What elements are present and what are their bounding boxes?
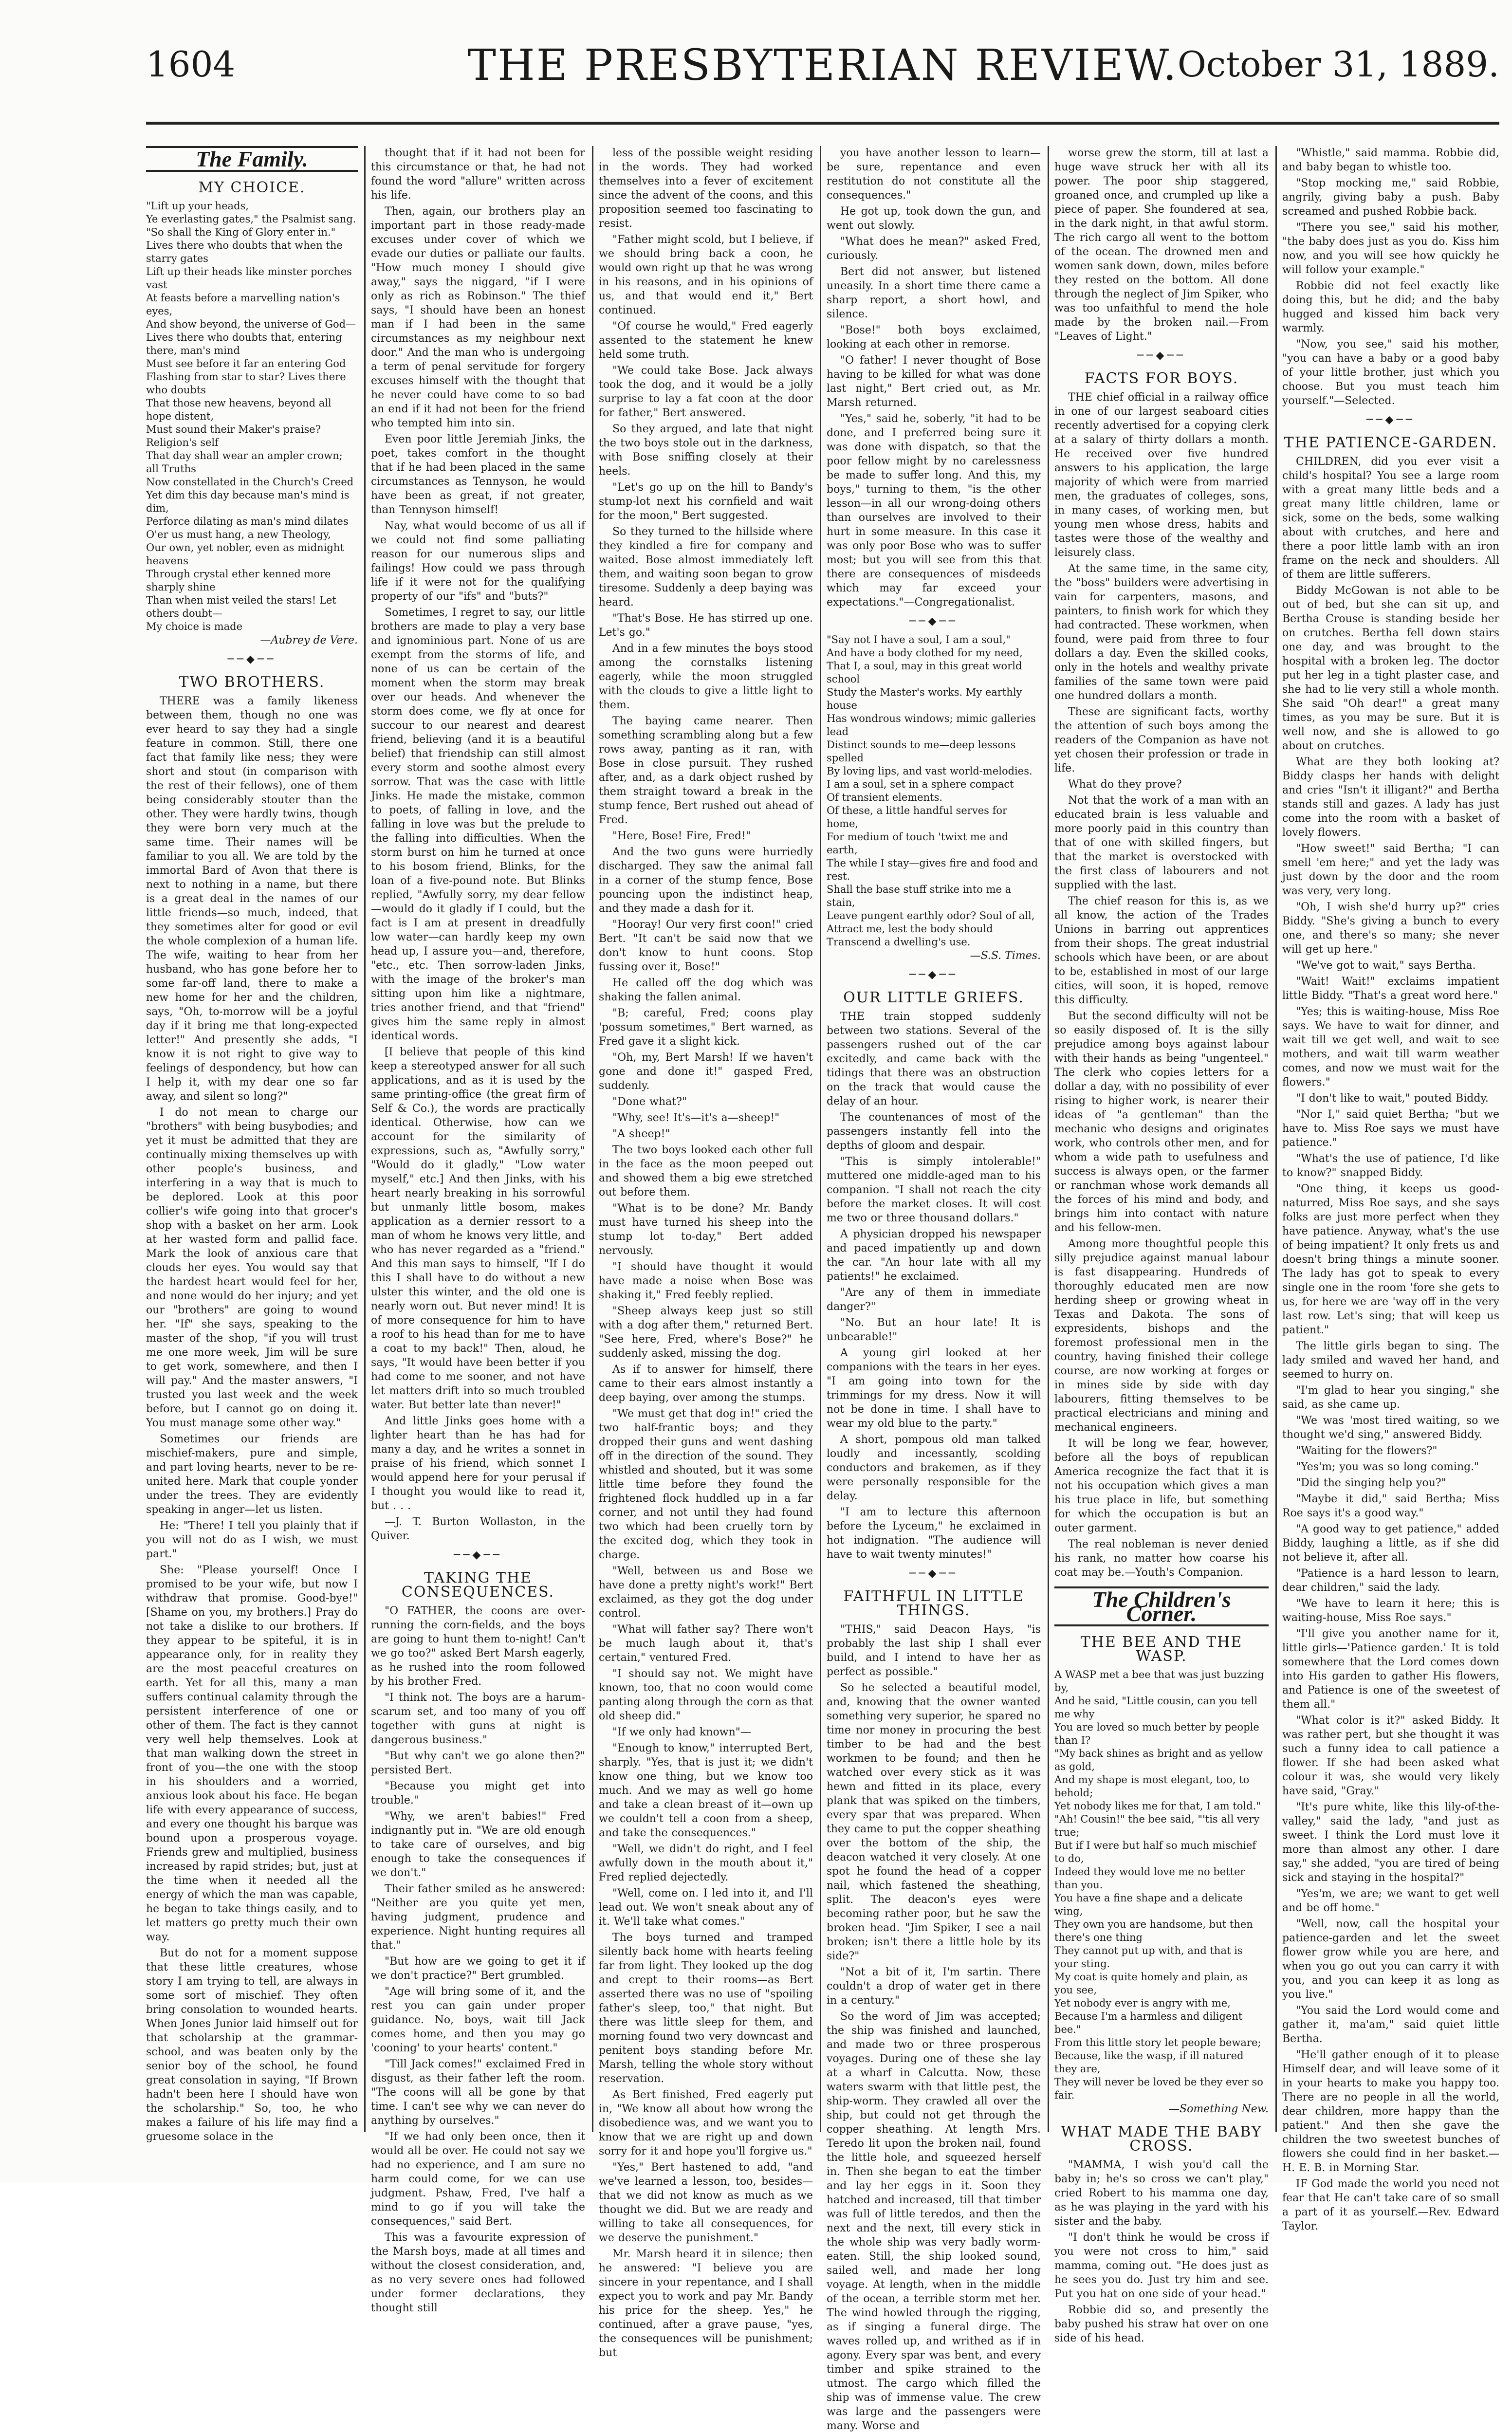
poem-line: Lives there who doubts that when the starry gates [146, 240, 343, 264]
column-divider [364, 146, 366, 2132]
paragraph: "Nor I," said quiet Bertha; "but we have to. Miss Roe says we must have patience." [1282, 1108, 1499, 1149]
paragraph: "O father! I never thought of Bose having to be killed for what was done last night," Bert cried out, as Mr. Marsh returned. [827, 354, 1041, 409]
paragraph: Even poor little Jeremiah Jinks, the poet, takes comfort in the thought that if he had been placed in the same circumstances as Tennyson, he would have been as great, if not greater, than Tennyson himself! [371, 433, 585, 516]
article-title: THE PATIENCE-GARDEN. [1284, 434, 1498, 451]
paragraph: "I don't think he would be cross if you were not cross to him," said mamma, coming out. "He does just as he sees you do. Just try him and see. Put you hat on one side of your head." [1054, 2231, 1269, 2300]
poem-line: And he said, "Little cousin, can you tell me why [1054, 1695, 1258, 1720]
paragraph: "Why, we aren't babies!" Fred indignantly put in. "We are old enough to take care of ourselves, and big enough to take the consequences if we don't." [371, 1810, 585, 1879]
poem-title: MY CHOICE. [198, 179, 306, 196]
article-body-continued [1054, 146, 1269, 344]
paragraph: "MAMMA, I wish you'd call the baby in; he's so cross we can't play," cried Robert to his mamma one day, as he was playing in the yard with his sister and the baby. [1054, 2159, 1269, 2228]
paragraph: CHILDREN, did you ever visit a child's hospital? You see a large room with a great many little beds and a great many little children, lame or sick, some on the beds, some walking about with crutches, and here and there a poor little lamb with an iron frame on the neck and shoulders. All of them are little sufferers. [1282, 456, 1499, 581]
paragraph: "Not a bit of it, I'm sartin. There couldn't a drop of water get in there in a century." [827, 1966, 1041, 2007]
paragraph: "What does he mean?" asked Fred, curiously. [827, 236, 1041, 262]
columns-area [146, 146, 1499, 2432]
paragraph: "We've got to wait," says Bertha. [1296, 959, 1476, 972]
paragraph: [I believe that people of this kind keep a stereotyped answer for all such applications, and as it is used by the same printing-office (the great firm of Self & Co.), the words are practically identical. Otherwise, how can we account for the similarity of expressions, such as, "Awfully sorry," "Would do it gladly," "Low water myself," etc.] And then Jinks, with his heart nearly breaking in his sorrowful but unmanly little bosom, makes application as a dernier ressort to a man of whom he knows very little, and who has never regarded as a "friend." And this man says to himself, "If I do this I shall have to do without a new ulster this winter, and the old one is nearly worn out. But never mind! It is of more consequence for him to have a roof to his head than for me to have a coat to my back!" Then, aloud, he says, "It would have been better if you had come to me sooner, and not have let matters drift into so much troubled water. But better late than never!" [371, 1046, 585, 1411]
poem-title: THE BEE AND THE WASP. [1080, 1634, 1243, 1665]
paragraph: So he selected a beautiful model, and, knowing that the owner wanted something very superior, he spared no time nor money in procuring the best timber to be had and the best workmen to be found; and then he watched over every stick as it was hewn and fitted in its place, every plank that was spiked on the timbers, every spar that was prepared. When they came to put the copper sheathing over the bottom of the ship, the deacon watched it very closely. At one spot he found the head of a copper nail, which fastened the sheathing, split. The deacon's eyes were becoming rather poor, but he saw the broken head. "Jim Spiker, I see a nail broken; isn't there a little hole by its side?" [827, 1682, 1041, 1962]
page-number: 1604 [146, 44, 236, 85]
poem-line: That those new heavens, beyond all hope distent, [146, 397, 332, 422]
article-body [1282, 455, 1499, 2233]
paragraph: "I don't like to wait," pouted Biddy. [1296, 1092, 1489, 1105]
paragraph: She: "Please yourself! Once I promised to be your wife, but now I withdraw that promise. Good-bye!" [Shame on you, my brothers.] Pray do not take a dislike to our brothers. If they appear to be spiteful, it is in appearance only, for in reality they are the most peaceful creatures on earth. Yet for all this, many a man suffers continual calamity through the persistent interference of one or other of them. The fact is they cannot very well help themselves. Look at that man walking down the street in front of you—the one with the stoop in his shoulders and a worried, anxious look about his face. He began life with every appearance of success, and every one thought his barque was bound upon a prosperous voyage. Friends grew and multiplied, business increased by rapid strides; but, just at the time when it needed all the energy of which the man was capable, he began to take things easily, and to let matters go pretty much their own way. [146, 1564, 358, 1943]
paragraph: Among more thoughtful people this silly prejudice against manual labour is fast disappearing. Hundreds of thoroughly educated men are now herding sheep or growing wheat in Texas and Dakota. The sons of expresidents, bishops and the foremost professional men in the country, having finished their college course, are now working at forges or in mines side by side with day labourers, fitting themselves to be practical electricians and mining and mechanical engineers. [1054, 1238, 1269, 1434]
paragraph: But the second difficulty will not be so easily disposed of. It is the silly prejudice among boys against labour with their hands as being "ungenteel." The clerk who copies letters for a dollar a day, with no possibility of ever rising to higher work, is nearer their ideas of "a gentleman" than the mechanic who designs and originates work, who controls other men, and for whom a wide path to usefulness and success is always open, or the farmer or ranchman whose work demands all the forces of his mind and body, and brings him into contact with nature and his fellow-men. [1054, 1010, 1269, 1234]
paragraph: "One thing, it keeps us good-naturred, Miss Roe says, and she says folks are just more perfect when they have patience. Anyway, what's the use of being impatient? It only frets us and doesn't bring things a minute sooner. The lady has got to speak to every single one in the room 'fore she gets to us, for here we are 'way off in the very last row. Let's sing; that will keep us patient." [1282, 1183, 1499, 1336]
paragraph: "Of course he would," Fred eagerly assented to the statement he knew held some truth. [599, 320, 813, 361]
paragraph: Robbie did so, and presently the baby pushed his straw hat over on one side of his head. [1054, 2304, 1269, 2344]
poem-line: A WASP met a bee that was just buzzing by, [1054, 1669, 1264, 1694]
article-body-continued [599, 146, 813, 2360]
column-divider [1275, 146, 1277, 2132]
paragraph: "There you see," said his mother, "the baby does just as you do. Kiss him now, and you will see how quickly he will follow your example." [1282, 221, 1499, 276]
paragraph: The real nobleman is never denied his rank, no matter how coarse his coat may be.—Youth's Companion. [1054, 1538, 1269, 1579]
paragraph: THE train stopped suddenly between two stations. Several of the passengers rushed out of the car excitedly, and came back with the tidings that there was an obstruction on the track that would cause the delay of an hour. [827, 1011, 1041, 1107]
paragraph: IF God made the world you need not fear that He can't take care of so small a part of it as yourself.—Rev. Edward Taylor. [1282, 2178, 1499, 2232]
paragraph: "We could take Bose. Jack always took the dog, and it would be a jolly surprise to lay a fat coon at the door for father," Bert answered. [599, 365, 813, 419]
poem-line: Transcend a dwelling's use. [827, 936, 971, 948]
poem-line: Yet nobody likes me for that, I am told." [1054, 1800, 1261, 1812]
paragraph: "I think not. The boys are a harum-scarum set, and too many of you off together with guns at night is dangerous business." [371, 1692, 585, 1746]
section-heading-family: The Family. [146, 146, 358, 172]
poem-line: "So shall the King of Glory enter in." [146, 226, 336, 238]
poem-line: O'er us must hang, a new Theology, [146, 529, 331, 540]
poem-line: Now constellated in the Church's Creed [146, 476, 354, 488]
paragraph: This was a favourite expression of the Marsh boys, made at all times and without the closest consideration, and, as no very severe ones had followed under former declarations, they thought still [371, 2231, 585, 2314]
poem-line: They will never be loved be they ever so fair. [1054, 2076, 1263, 2101]
paragraph: What do they prove? [1068, 778, 1182, 791]
paragraph: A short, pompous old man talked loudly and incessantly, scolding conductors and brakemen, as if they were personally responsible for the delay. [827, 1434, 1041, 1502]
paragraph: "If we only had known"— [612, 1726, 751, 1738]
paragraph: "Age will bring some of it, and the rest you can gain under proper guidance. No, boys, wait till Jack comes home, and then you may go 'cooning' to your hearts' content." [371, 1986, 585, 2054]
paragraph: Sometimes, I regret to say, our little brothers are made to play a very base and ignominious part. None of us are exempt from the storms of life, and none of us can be certain of the moment when the storm may break over our heads. And whenever the storm does come, we fly at once for succour to our nearest and dearest friend, believing (and it is a beautiful belief) that friendship can still almost every storm and soothe almost every sorrow. That was the case with little Jinks. He made the mistake, common to poets, of falling in love, and the falling in love was but the prelude to the falling into difficulties. When the storm burst on him he turned at once to his bosom friend, Blinks, for the loan of a five-pound note. But Blinks replied, "Awfully sorry, my dear fellow—would do it gladly if I could, but the fact is I am at present in dreadfully low water—can hardly keep my own head up, I assure you—and, therefore, "etc., etc. Then sorrow-laden Jinks, with the image of the broker's man sitting upon him like a nightmare, tries another friend, and that "friend" gives him the same reply in almost identical words. [371, 607, 585, 1042]
paragraph: "A sheep!" [612, 1128, 670, 1140]
article-title: TAKING THE CONSEQUENCES. [401, 1569, 555, 1601]
paragraph: "Father might scold, but I believe, if we should bring back a coon, he would own right up that he was wrong in his reasons, and in his opinions of us, and that would end it," Bert continued. [599, 234, 813, 316]
poem-source: —S.S. Times. [970, 950, 1041, 962]
paragraph: "How sweet!" said Bertha; "I can smell 'em here;" and yet the lady was just down by the door and the room was very, very long. [1282, 843, 1499, 897]
column-divider [1048, 146, 1049, 2132]
paragraph: "What is to be done? Mr. Bandy must have turned his sheep into the stump lot to-day," Bert added nervously. [599, 1202, 813, 1257]
paragraph: "Now, you see," said his mother, "you can have a baby or a good baby of your little brother, just which you choose. But you must teach him yourself."—Selected. [1282, 338, 1499, 407]
paragraph: "Done what?" [612, 1096, 687, 1108]
paragraph: So the word of Jim was accepted; the ship was finished and launched, and made two or three prosperous voyages. During one of these she lay at a wharf in Calcutta. Now, these waters swarm with that little pest, the ship-worm. They crawled all over the ship, but could not get through the copper sheathing. At length Mrs. Teredo lit upon the broken nail, found the little hole, and squeezed herself in. Then she began to eat the timber and lay her eggs in it. Soon they hatched and increased, till that timber was full of little teredos, and then the next and the next, till every stick in the whole ship was very badly worm-eaten. Still, the ship looked sound, sailed well, and made her long voyage. At length, when in the middle of the ocean, a terrible storm met her. The wind howled through the rigging, as if singing a funeral dirge. The waves rolled up, and writhed as if in agony. Every spar was bent, and every timber and spike strained to the utmost. The cargo which filled the ship was of immense value. The crew was large and the passengers were many. Worse and [827, 2010, 1041, 2432]
paragraph: THE chief official in a railway office in one of our largest seaboard cities recently advertised for a copying clerk at a salary of thirty dollars a month. He received over five hundred answers to his application, the large majority of which were from married men, the graduates of colleges, sons, in many cases, of working men, but young men whose dress, habits and tastes were those of the wealthy and leisurely class. [1054, 391, 1269, 559]
poem-author: —Aubrey de Vere. [260, 634, 358, 646]
poem-line: Must sound their Maker's praise? Religion's self [146, 424, 321, 448]
paragraph: But do not for a moment suppose that these little creatures, whose story I am trying to tell, are always in some sort of mischief. They often bring consolation to wounded hearts. When Jones Junior laid himself out for that scholarship at the grammar-school, and was beaten only by the senior boy of the school, he found great consolation in saying, "If Brown hadn't been here I should have won the scholarship." So, too, he who makes a failure of his life may find a gruesome solace in the [146, 1947, 358, 2143]
paragraph: "Maybe it did," said Bertha; Miss Roe says it's a good way." [1282, 1493, 1499, 1519]
paragraph: The chief reason for this is, as we all know, the action of the Trades Unions in barring out apprentices from their shops. The great industrial schools which have been, or are about to be, established in most of our large cities, will soon, it is hoped, remove this difficulty. [1054, 895, 1269, 1006]
paragraph: "Here, Bose! Fire, Fred!" [612, 830, 751, 842]
paragraph: Mr. Marsh heard it in silence; then he answered: "I believe you are sincere in your repentance, and I shall expect you to work and pay Mr. Bandy his price for the sheep. Yes," he continued, after a grave pause, "yes, the consequences will be punishment; but [599, 2248, 813, 2359]
paragraph: Then, again, our brothers play an important part in those ready-made excuses under cover of which we evade our duties or palliate our faults. "How much money I should give away," says the niggard, "if I were only as rich as Robinson." The thief says, "I should have been an honest man if I had been in the same circumstances as my neighbour next door." And the man who is undergoing a term of penal servitude for forgery excuses himself with the thought that he never could have come to so bad an end if it had not been for the friend who tempted him into sin. [371, 205, 585, 429]
column-divider [820, 146, 821, 2132]
paragraph: "Stop mocking me," said Robbie, angrily, giving baby a push. Baby screamed and pushed Robbie back. [1282, 177, 1499, 218]
poem-line: That I, a soul, may in this great world school [827, 660, 1022, 685]
poem-line: Distinct sounds to me—deep lessons spelled [827, 739, 1016, 764]
article-body [1054, 2158, 1269, 2345]
masthead [146, 29, 1499, 102]
poem-line: Yet dim this day because man's mind is dim, [146, 489, 350, 514]
paragraph: The boys turned and tramped silently back home with hearts feeling far from light. They looked up the dog and crept to their rooms—as Bert asserted there was no use of "spoiling father's sleep, too," that night. But there was little sleep for them, and morning found two very downcast and penitent boys standing before Mr. Marsh, telling the whole story without reservation. [599, 1932, 813, 2085]
column-2 [371, 146, 585, 2314]
poem-line: Leave pungent earthly odor? Soul of all, [827, 910, 1035, 922]
poem-line: They own you are handsome, but then there's one thing [1054, 1918, 1253, 1943]
poem-soul [827, 633, 1041, 949]
poem-line: My choice is made [146, 621, 243, 632]
paragraph: "I should say not. We might have known, too, that no coon would come panting along through the corn as that old sheep did." [599, 1668, 813, 1722]
paragraph: He got up, took down the gun, and went out slowly. [827, 205, 1041, 232]
paragraph: The little girls began to sing. The lady smiled and waved her hand, and seemed to hurry on. [1282, 1340, 1499, 1381]
article-body [371, 1604, 585, 2315]
column-3 [599, 146, 813, 2359]
paragraph: "Yes'm; you was so long coming." [1296, 1461, 1479, 1473]
poem-line: "My back shines as bright and as yellow as gold, [1054, 1748, 1263, 1772]
masthead-rule [146, 122, 1499, 125]
paragraph: A young girl looked at her companions with the tears in her eyes. "I am going into town for the trimmings for my dress. Now it will not be done in time. I shall have to wear my old blue to the party." [827, 1347, 1041, 1430]
paragraph: He: "There! I tell you plainly that if you will not do as I wish, we must part." [146, 1520, 358, 1560]
poem-line: And have a body clothed for my need, [827, 647, 1023, 659]
paragraph: "Why, see! It's—it's a—sheep!" [612, 1112, 780, 1124]
journal-title: THE PRESBYTERIAN REVIEW. [467, 40, 1178, 90]
paragraph: "Waiting for the flowers?" [1296, 1445, 1438, 1457]
paragraph: What are they both looking at? Biddy clasps her hands with delight and cries "Isn't it illigant?" and Bertha stands still and gazes. A lady has just come into the room with a basket of lovely flowers. [1282, 756, 1499, 839]
paragraph: "But why can't we go alone then?" persisted Bert. [371, 1750, 585, 1776]
poem-line: I am a soul, set in a sphere compact [827, 778, 1014, 790]
paragraph: "Well, now, call the hospital your patience-garden and let the sweet flower grow while you are here, and when you go out you can carry it with you, and you can keep it as long as you live." [1282, 1918, 1499, 2001]
paragraph: "Patience is a hard lesson to learn, dear children," said the lady. [1282, 1567, 1499, 1594]
paragraph: "Bose!" both boys exclaimed, looking at each other in remorse. [827, 324, 1041, 350]
poem-line: Has wondrous windows; mimic galleries lead [827, 713, 1036, 737]
paragraph: "If we had only been once, then it would all be over. He could not say we had no experience, and I am sure no harm could come, for we can use judgment. Pshaw, Fred, I've half a mind to go if you will take the consequences," said Bert. [371, 2131, 585, 2228]
paragraph: He called off the dog which was shaking the fallen animal. [599, 977, 813, 1003]
poem-line: "Lift up your heads, [146, 200, 249, 212]
article-title: WHAT MADE THE BABY CROSS. [1061, 2123, 1262, 2155]
paragraph: "What's the use of patience, I'd like to know?" snapped Biddy. [1282, 1153, 1499, 1179]
article-body-continued [371, 146, 585, 1543]
paragraph: The two boys looked each other full in the face as the moon peeped out and showed them a big ewe stretched out before them. [599, 1144, 813, 1198]
paragraph: Sometimes our friends are mischief-makers, pure and simple, and part loving hearts, never to be re-united here. Mark that couple yonder under the trees. They are evidently speaking in anger—let us listen. [146, 1433, 358, 1516]
article-title: FAITHFUL IN LITTLE THINGS. [843, 1588, 1024, 1619]
article-title: FACTS FOR BOYS. [1084, 370, 1239, 387]
paragraph: "Let's go up on the hill to Bandy's stump-lot next his cornfield and wait for the moon," Bert suggested. [599, 481, 813, 522]
paragraph: "I should have thought it would have made a noise when Bose was shaking it," Fred feebly replied. [599, 1261, 813, 1301]
paragraph: As Bert finished, Fred eagerly put in, "We know all about how wrong the disobedience was, and we want you to know that we are right up and down sorry for it and hope you'll forgive us." [599, 2089, 813, 2157]
paragraph: "Oh, my, Bert Marsh! If we haven't gone and done it!" gasped Fred, suddenly. [599, 1051, 813, 1092]
paragraph: "Did the singing help you?" [1296, 1477, 1446, 1489]
poem-line: Ye everlasting gates," the Psalmist sang. [146, 213, 356, 225]
paragraph: "What color is it?" asked Biddy. It was rather pert, but she thought it was such a funny idea to call patience a flower. If she had been asked what colour it was, she would very likely have said, "Gray." [1282, 1714, 1499, 1797]
column-5 [1054, 146, 1269, 2344]
article-title: OUR LITTLE GRIEFS. [843, 989, 1024, 1006]
paragraph: Biddy McGowan is not able to be out of bed, but she can sit up, and Bertha Crouse is standing beside her on crutches. Bertha fell down stairs one day, and was brought to the hospital with a broken leg. The doctor put her leg in a tight plaster case, and she had to lie very still a whole month. She said "Oh dear!" a great many times, as you may be sure. But it is well now, and she is allowed to go about on crutches. [1282, 585, 1499, 752]
divider: ──◆── [1137, 350, 1186, 362]
issue-date: October 31, 1889. [1177, 44, 1499, 85]
paragraph: "Oh, I wish she'd hurry up?" cries Biddy. "She's giving a bunch to every one, and there's so many; she never will get up here." [1282, 901, 1499, 956]
poem-line: Lives there who doubts that, entering there, man's mind [146, 332, 342, 356]
paragraph: "Yes; this is waiting-house, Miss Roe says. We have to wait for dinner, and wait till we get well, and wait to see mothers, and wait till warm weather comes, and now we must wait for the flowers." [1282, 1006, 1499, 1088]
paragraph: "We have to learn it here; this is waiting-house, Miss Roe says." [1282, 1598, 1499, 1624]
paragraph: Bert did not answer, but listened uneasily. In a short time there came a sharp report, a short howl, and silence. [827, 266, 1041, 320]
poem-line: Indeed they would love me no better than you. [1054, 1866, 1245, 1891]
paragraph: "No. But an hour late! It is unbearable!" [827, 1317, 1041, 1343]
paragraph: "Yes," Bert hastened to add, "and we've learned a lesson, too, besides—that we did not know as much as we thought we did. But we are ready and willing to take all consequences, for we deserve the punishment." [599, 2161, 813, 2244]
poem-line: Must see before it far an entering God [146, 358, 346, 369]
paragraph: you have another lesson to learn—be sure, repentance and even restitution do not constitute all the consequences." [827, 147, 1041, 202]
poem-line: But if I were but half so much mischief to do, [1054, 1840, 1256, 1864]
divider: ──◆── [909, 969, 958, 981]
poem-line: Study the Master's works. My earthly house [827, 686, 1022, 711]
poem-line: You are loved so much better by people than I? [1054, 1721, 1259, 1746]
column-divider [592, 146, 593, 2132]
paragraph: "Whistle," said mamma. Robbie did, and baby began to whistle too. [1282, 147, 1499, 173]
article-body [146, 694, 358, 2144]
paragraph: "Well, between us and Bose we have done a pretty night's work!" Bert exclaimed, as they got the dog under control. [599, 1565, 813, 1620]
paragraph: "I'm glad to hear you singing," she said, as she came up. [1282, 1384, 1499, 1411]
poem-line: From this little story let people beware; [1054, 2037, 1261, 2048]
paragraph: "THIS," said Deacon Hays, "is probably the last ship I shall ever build, and I intend to have her as perfect as possible." [827, 1623, 1041, 1678]
article-body-continued [827, 146, 1041, 609]
poem-line: Yet nobody ever is angry with me, [1054, 1997, 1231, 2009]
poem-line: You have a fine shape and a delicate wing, [1054, 1892, 1243, 1917]
paragraph: The countenances of most of the passengers instantly fell into the depths of gloom and despair. [827, 1111, 1041, 1152]
paragraph: I do not mean to charge our "brothers" with being busybodies; and yet it must be admitted that they are continually mixing themselves up with other people's business, and interfering in a way that is much to be deplored. Look at this poor collier's wife going into that grocer's shop with a basket on her arm. Look at her wasted form and pallid face. Mark the look of anxious care that clouds her eyes. You would say that the hardest heart would feel for her, and none would do her injury; and yet our "brothers" are going to wound her. "If" she says, speaking to the master of the shop, "if you will trust me one more week, Jim will be sure to get work, somewhere, and then I will pay." And the master answers, "I trusted you last week and the week before, but I cannot go on doing it. You must manage some other way." [146, 1106, 358, 1429]
paragraph: "Yes'm, we are; we want to get well and be off home." [1282, 1888, 1499, 1914]
poem-line: Because, like the wasp, if ill natured they are, [1054, 2050, 1244, 2075]
paragraph: And little Jinks goes home with a lighter heart than he has had for many a day, and he writes a sonnet in praise of his friend, which sonnet I would append here for your perusal if I thought you would like to read it, but . . . [371, 1415, 585, 1512]
paragraph: The baying came nearer. Then something scrambling along but a few rows away, panting as it ran, with Bose in close pursuit. They rushed after, and, as a dark object rushed by them straight toward a break in the stump fence, Bert rushed out ahead of Fred. [599, 715, 813, 826]
poem-line: Shall the base stuff strike into me a stain, [827, 884, 1012, 908]
paragraph: "But how are we going to get it if we don't practice?" Bert grumbled. [371, 1955, 585, 1982]
divider: ──◆── [1366, 414, 1415, 426]
paragraph: "We must get that dog in!" cried the two half-frantic boys; and they dropped their guns and went dashing off in the direction of the sound. They whistled and shouted, but it was some little time before they found the frightened flock huddled up in a far corner, and not until they had found two which had been cruelly torn by the excited dog, which they took in charge. [599, 1408, 813, 1561]
poem-source: —Something New. [1169, 2103, 1269, 2115]
paragraph: "We was 'most tired waiting, so we thought we'd sing," answered Biddy. [1282, 1415, 1499, 1441]
article-body [827, 1622, 1041, 2433]
paragraph: Not that the work of a man with an educated brain is less valuable and more poorly paid in this country than that of one with skilled fingers, but that the market is overstocked with the first class of labourers and not supplied with the last. [1054, 794, 1269, 891]
poem-line: For medium of touch 'twixt me and earth, [827, 831, 1009, 856]
poem-line: Of these, a little handful serves for home, [827, 805, 1008, 829]
paragraph: "A good way to get patience," added Biddy, laughing a little, as if she did not believe it, after all. [1282, 1523, 1499, 1564]
paragraph: These are significant facts, worthy the attention of such boys among the readers of the Companion as have not yet chosen their profession or trade in life. [1054, 706, 1269, 774]
divider: ──◆── [909, 1567, 958, 1580]
paragraph: thought that if it had not been for this circumstance or that, he had not found the word "allure" written across his life. [371, 147, 585, 202]
paragraph: "You said the Lord would come and gather it, ma'am," said quiet little Bertha. [1282, 2005, 1499, 2045]
paragraph: "Are any of them in immediate danger?" [827, 1287, 1041, 1313]
paragraph: "Because you might get into trouble." [371, 1780, 585, 1806]
column-1 [146, 146, 358, 2143]
paragraph: As if to answer for himself, there came to their ears almost instantly a deep baying, over among the stumps. [599, 1364, 813, 1404]
poem-line: The while I stay—gives fire and food and rest. [827, 857, 1038, 882]
paragraph: "It's pure white, like this lily-of-the-valley," said the lady, "and just as sweet. I think the Lord must love it more than almost any other. I dare say," she added, "you are tired of being sick and staying in the hospital?" [1282, 1801, 1499, 1884]
paragraph: "Wait! Wait!" exclaims impatient little Biddy. "That's a great word here." [1282, 976, 1499, 1002]
paragraph: "Sheep always keep just so still with a dog after them," returned Bert. "See here, Fred, where's Bose?" he suddenly asked, missing the dog. [599, 1305, 813, 1360]
poem-line: Because I'm a harmless and diligent bee." [1054, 2010, 1243, 2035]
paragraph: Nay, what would become of us all if we could not find some palliating reason for our numerous slips and failings! How could we pass through life if it were not for the qualifying property of our "ifs" and "buts?" [371, 520, 585, 603]
poem-line: Of transient elements. [827, 792, 943, 803]
paragraph: "Well, come on. I led into it, and I'll lead out. We won't sneak about any of it. We'll take what comes." [599, 1887, 813, 1928]
poem-bee-and-wasp [1054, 1668, 1269, 2102]
poem-line: My coat is quite homely and plain, as you see, [1054, 1971, 1248, 1996]
article-body [1054, 390, 1269, 1580]
poem-line: Through crystal ether kenned more sharply shine [146, 568, 331, 593]
paragraph: Robbie did not feel exactly like doing this, but he did; and the baby hugged and kissed him back very warmly. [1282, 280, 1499, 334]
section-heading-childrens-corner: The Children's Corner. [1054, 1586, 1269, 1626]
poem-line: Than when mist veiled the stars! Let others doubt— [146, 594, 336, 619]
article-body-continued [1282, 146, 1499, 408]
poem-my-choice [146, 200, 358, 633]
paragraph: And in a few minutes the boys stood among the cornstalks listening eagerly, while the moon struggled with the clouds to give a little light to them. [599, 643, 813, 711]
paragraph: —J. T. Burton Wollaston, in the Quiver. [371, 1516, 585, 1542]
paragraph: "Hooray! Our very first coon!" cried Bert. "It can't be said now that we don't know to hunt coons. Stop fussing over it, Bose!" [599, 919, 813, 973]
paragraph: "Well, we didn't do right, and I feel awfully down in the mouth about it," Fred replied dejectedly. [599, 1843, 813, 1883]
poem-line: Lift up their heads like minster porches vast [146, 266, 352, 291]
article-body [827, 1010, 1041, 1562]
paragraph: "I'll give you another name for it, little girls—'Patience garden.' It is told somewhere that the Lord comes down into His garden to gather His flowers, and Patience is one of the sweetest of them all." [1282, 1628, 1499, 1711]
paragraph: "I am to lecture this afternoon before the Lyceum," he exclaimed in hot indignation. "The audience will have to wait twenty minutes!" [827, 1506, 1041, 1561]
paragraph: It will be long we fear, however, before all the boys of republican America recognize the fact that it is not his occupation which gives a man his true place in life, but something for which the occupation is but an outer garment. [1054, 1438, 1269, 1534]
poem-line: Perforce dilating as man's mind dilates [146, 516, 349, 527]
paragraph: THERE was a family likeness between them, though no one was ever heard to say they had a single feature in common. Still, there one fact that family like ness; they were short and stout (in comparison with the rest of their fellows), one of them being considerably stouter than the other. They were hardly twins, though they were born very much at the same time. Their names will be familiar to you all. We are told by the immortal Bard of Avon that there is next to nothing in a name, but there is a great deal in the names of our little friends—so much, indeed, that they sometimes alter for good or evil the whole complexion of a human life. The wife, waiting to hear from her husband, who has gone before her to some far-off land, there to make a new home for her and the children, says, "Oh, to-morrow will be a joyful day if it bring me that long-expected letter!" And presently she adds, "I know it is not right to give way to feelings of despondency, but how can I help it, with my dear one so far away, and silent so long?" [146, 695, 358, 1103]
poem-line: By loving lips, and vast world-melodies. [827, 765, 1033, 777]
paragraph: "Till Jack comes!" exclaimed Fred in disgust, as their father left the room. "The coons will all be gone by that time. I can't see why we can never do anything by ourselves." [371, 2058, 585, 2127]
divider: ──◆── [909, 615, 958, 627]
poem-line: And my shape is most elegant, too, to behold; [1054, 1774, 1250, 1799]
divider: ──◆── [454, 1549, 502, 1561]
paragraph: "This is simply intolerable!" muttered one middle-aged man to his companion. "I shall not reach the city before the market closes. It will cost me two or three thousand dollars." [827, 1156, 1041, 1224]
column-4 [827, 146, 1041, 2432]
poem-line: "Ah! Cousin!" the bee said, "'tis all very true; [1054, 1813, 1260, 1838]
paragraph: A physician dropped his newspaper and paced impatiently up and down the car. "An hour late with all my patients!" he exclaimed. [827, 1228, 1041, 1283]
paragraph: At the same time, in the same city, the "boss" builders were advertising in vain for carpenters, masons, and painters, to finish work for which they had contracted. These workmen, when found, were paid from three to four dollars a day. Even the skilled cooks, only in the hotels and wealthy private families of the same town were paid one hundred dollars a month. [1054, 563, 1269, 702]
poem-line: That day shall wear an ampler crown; all Truths [146, 450, 343, 475]
article-title: TWO BROTHERS. [179, 674, 325, 691]
paragraph: "That's Bose. He has stirred up one. Let's go." [599, 612, 813, 639]
paragraph: less of the possible weight residing in the words. They had worked themselves into a fever of excitement since the advent of the coons, and this proposition seemed too fascinating to resist. [599, 147, 813, 230]
paragraph: And the two guns were hurriedly discharged. They saw the animal fall in a corner of the stump fence, Bose pouncing upon the indistinct heap, and they made a dash for it. [599, 846, 813, 915]
poem-line: They cannot put up with, and that is your sting. [1054, 1945, 1243, 1970]
poem-line: Attract me, lest the body should [827, 923, 993, 935]
divider: ──◆── [227, 653, 277, 665]
poem-line: At feasts before a marvelling nation's eyes, [146, 292, 340, 317]
poem-line: And show beyond, the universe of God— [146, 318, 356, 330]
paragraph: "Enough to know," interrupted Bert, sharply. "Yes, that is just it; we didn't know one thing, but we know too much. And we may as well go home and take a clean breast of it—own up we couldn't tell a coon from a sheep, and take the consequences." [599, 1742, 813, 1839]
column-6 [1282, 146, 1499, 2232]
paragraph: So they argued, and late that night the two boys stole out in the darkness, with Bose sniffing closely at their heels. [599, 423, 813, 478]
poem-line: "Say not I have a soul, I am a soul," [827, 634, 1011, 645]
paragraph: "He'll gather enough of it to please Himself dear, and will leave some of it in your hearts to make you happy too. There are no people in all the world, dear children, more happy than the patient." And then she gave the children the two sweetest bunches of flowers she could find in her basket.—H. E. B. in Morning Star. [1282, 2049, 1499, 2174]
paragraph: "B; careful, Fred; coons play 'possum sometimes," Bert warned, as Fred gave it a slight kick. [599, 1007, 813, 1048]
poem-line: Flashing from star to star? Lives there who doubts [146, 371, 346, 396]
paragraph: "O FATHER, the coons are over-running the corn-fields, and the boys are going to hunt them to-night! Can't we go too?" asked Bert Marsh eagerly, as he rushed into the room followed by his brother Fred. [371, 1605, 585, 1688]
poem-line: Our own, yet nobler, even as midnight heavens [146, 542, 344, 567]
paragraph: Their father smiled as he answered: "Neither are you quite yet men, having judgment, prudence and experience. Night hunting requires all that." [371, 1883, 585, 1952]
paragraph: worse grew the storm, till at last a huge wave struck her with all its power. The poor ship staggered, groaned once, and crumpled up like a piece of paper. She foundered at sea, in the dark night, in that awful storm. The rich cargo all went to the bottom of the ocean. The drowned men and women sank down, down, miles before they rested on the bottom. All done through the neglect of Jim Spiker, who was too unfaithful to mend the hole made by the broken nail.—From "Leaves of Light." [1054, 147, 1269, 343]
paragraph: "What will father say? There won't be much laugh about it, that's certain," ventured Fred. [599, 1623, 813, 1664]
paragraph: So they turned to the hillside where they kindled a fire for company and waited. Bose almost immediately left them, and waiting soon began to grow tiresome. Suddenly a deep baying was heard. [599, 526, 813, 608]
paragraph: "Yes," said he, soberly, "it had to be done, and I preferred being sure it was done with dispatch, so that the poor fellow might by no carelessness be made to suffer long. And this, my boys," turning to them, "is the other lesson—in all our wrong-doing others than ourselves are involved to their hurt in some measure. In this case it was only poor Bose who was to suffer most; but you will see from this that there are consequences of misdeeds which may far exceed your expectations."—Congregationalist. [827, 413, 1041, 608]
